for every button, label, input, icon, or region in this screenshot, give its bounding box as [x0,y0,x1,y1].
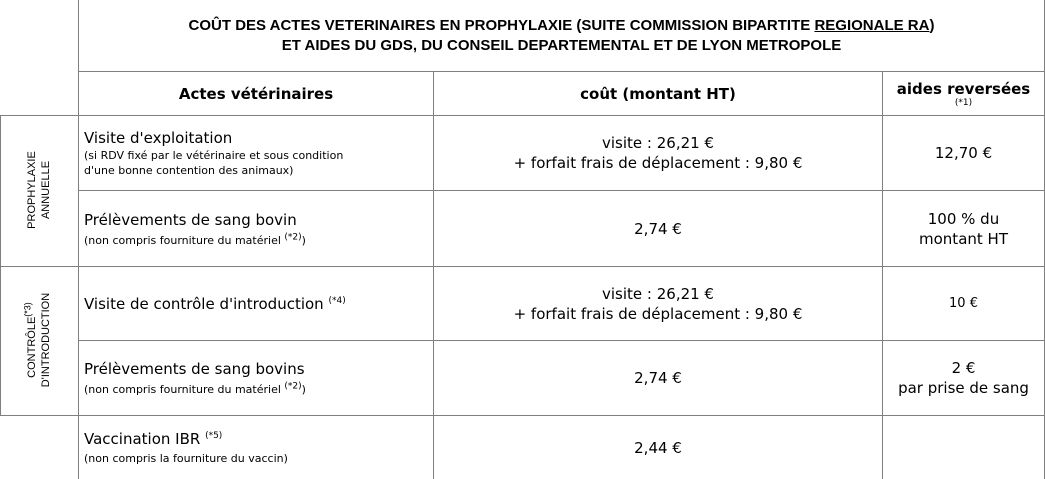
title-line-1: COÛT DES ACTES VETERINAIRES EN PROPHYLAXIE (SUITE COMMISSION BIPARTITE REGIONALE RA) [188,17,935,34]
section-controle [22,292,53,388]
section-controle-line2: D'INTRODUCTION [40,292,52,388]
header-actes [79,72,433,115]
row-4-note: (non compris fourniture du matériel $^{(*2)}$) [84,381,306,396]
row-1-acte [79,116,433,190]
row-4-cout [434,341,882,415]
row-2-note: (non compris fourniture du matériel $^{(*2)}$) [84,231,306,247]
row-5-acte [79,416,433,479]
row-2-aide-line2: montant HT [919,229,1008,248]
row-3-cout [434,267,882,340]
row-5-cout-line1: 2,44 € [634,438,682,457]
row-3-aide-line1: 10 € [949,295,978,311]
row-2-acte [79,191,433,266]
title-underlined: REGIONALE RA [814,17,930,34]
header-aides-label: aides reversées [896,79,1031,98]
section-prophylaxie-line1: PROPHYLAXIE [26,151,38,229]
row-2-cout-line1: 2,74 € [634,219,682,238]
row-2-aide-line1: 100 % du [927,209,1000,228]
section-prophylaxie [25,151,53,229]
row-1-cout-line1: visite : 26,21 € [602,134,714,152]
row-1-aide-line1: 12,70 € [934,144,993,162]
row-4-cout-line1: 2,74 € [634,369,682,387]
row-4-acte [79,341,433,415]
row-1-aide [883,116,1044,190]
title-line-2: ET AIDES DU GDS, DU CONSEIL DEPARTEMENTAL ET DE LYON METROPOLE [281,37,842,54]
row-2-aide [883,191,1044,266]
row-1-cout [434,116,882,190]
row-5-aide [883,416,1044,479]
row-4-aide-line1: 2 € [951,359,976,377]
header-actes-label: Actes vétérinaires [178,84,334,103]
row-1-cout-line2: + forfait frais de déplacement : 9,80 € [513,154,803,172]
table-title [79,6,1044,66]
row-2-acte-label: Prélèvements de sang bovin [84,210,297,229]
row-4-acte-label: Prélèvements de sang bovins [84,360,305,378]
header-cout [434,72,882,115]
row-5-note: (non compris la fourniture du vaccin) [84,452,288,465]
row-3-acte [79,267,433,340]
row-4-aide-line2: par prise de sang [898,379,1029,397]
header-aides-note: (*1) [954,97,973,108]
row-3-aide [883,267,1044,340]
row-2-cout [434,191,882,266]
row-4-aide [883,341,1044,415]
row-1-note-1: (si RDV fixé par le vétérinaire et sous condition [84,149,344,162]
row-3-cout-line1: visite : 26,21 € [602,284,714,303]
grid-line [0,115,1,416]
row-5-acte-label: Vaccination IBR $^{(*5)}$ [84,430,223,448]
row-1-acte-label: Visite d'exploitation [84,129,233,147]
section-controle-line1: $CONTRÔLE^{(*3)}$ [22,302,38,378]
header-cout-label: coût (montant HT) [580,84,736,103]
row-3-acte-label: Visite de contrôle d'introduction $^{(*4)}$ [84,294,346,313]
row-1-note-2: d'une bonne contention des animaux) [84,164,294,177]
header-aides [883,72,1044,115]
row-3-cout-line2: + forfait frais de déplacement : 9,80 € [513,304,803,323]
section-prophylaxie-line2: ANNUELLE [40,160,52,220]
row-5-cout [434,416,882,479]
